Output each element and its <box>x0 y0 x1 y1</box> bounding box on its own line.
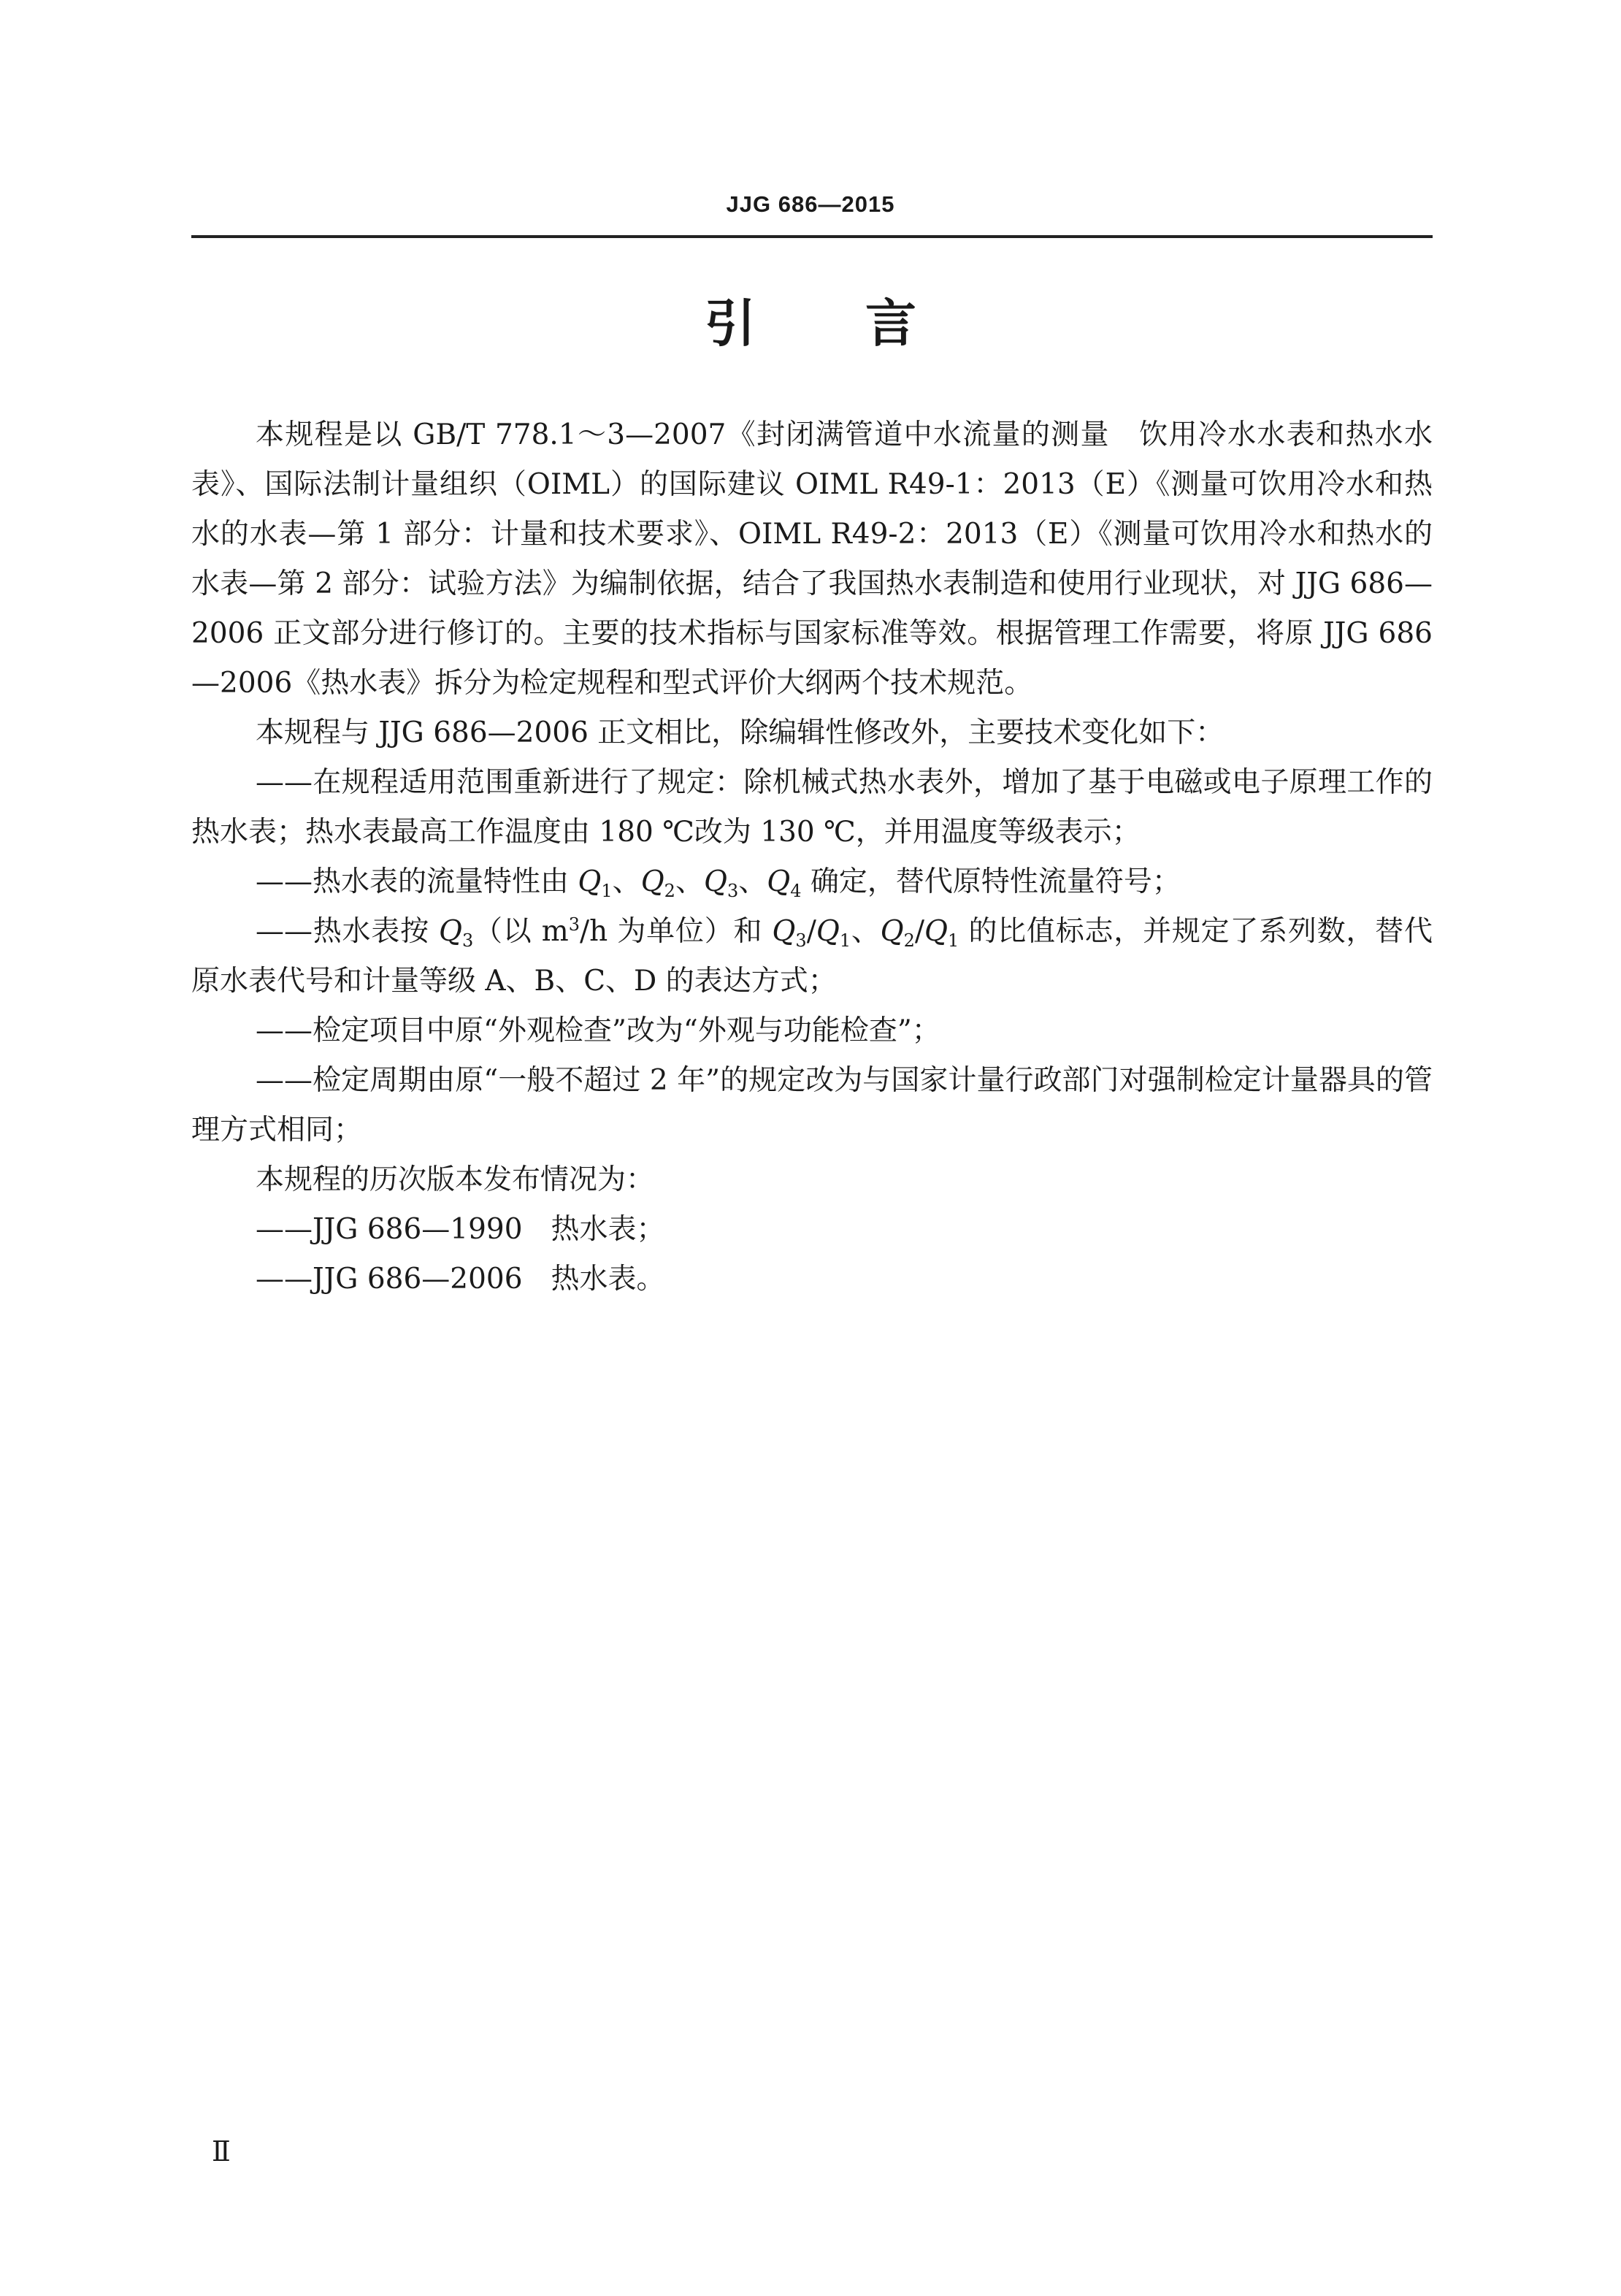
text-segment: / <box>806 915 816 948</box>
text-segment: 、 <box>612 865 641 898</box>
paragraph-change-marking <box>191 907 1433 1006</box>
header-divider <box>191 235 1433 238</box>
text-segment: 、 <box>675 865 704 898</box>
subscript: 3 <box>727 881 739 901</box>
paragraph-basis: 本规程是以 GB/T 778.1～3—2007《封闭满管道中水流量的测量 饮用冷水水表和热水水表》、国际法制计量组织（OIML）的国际建议 OIML R49-1：2013（E）《测量可饮用冷水和热水的水表—第 1 部分：计量和技术要求》、OIML R49-2：2013（E）《测量可饮用冷水和热水的水表—第 2 部分：试验方法》为编制依据，结合了我国热水表制造和使用行业现状，对 JJG 686—2006 正文部分进行修订的。主要的技术指标与国家标准等效。根据管理工作需要，将原 JJG 686—2006《热水表》拆分为检定规程和型式评价大纲两个技术规范。 <box>191 418 1433 700</box>
subscript: 2 <box>664 881 675 901</box>
text-segment: /h 为单位）和 <box>580 915 773 948</box>
title-char-2: 言 <box>865 294 916 353</box>
history-item-2006: ——JJG 686—2006 热水表。 <box>256 1263 665 1296</box>
symbol-q: Q <box>640 865 664 898</box>
subscript: 3 <box>461 930 474 951</box>
paragraph-change-inspection: ——检定项目中原“外观检查”改为“外观与功能检查”； <box>256 1014 940 1047</box>
paragraph-change-period: ——检定周期由原“一般不超过 2 年”的规定改为与国家计量行政部门对强制检定计量器具的管理方式相同； <box>191 1064 1433 1147</box>
history-item-1990: ——JJG 686—1990 热水表； <box>256 1213 665 1246</box>
symbol-q: Q <box>772 915 796 948</box>
subscript: 3 <box>795 930 807 951</box>
subscript: 1 <box>948 930 959 951</box>
text-segment: / <box>914 915 925 948</box>
text-segment: 、 <box>738 865 767 898</box>
page-number: Ⅱ <box>212 2135 231 2167</box>
symbol-q: Q <box>880 915 904 948</box>
symbol-q: Q <box>578 865 602 898</box>
subscript: 1 <box>601 881 613 901</box>
paragraph-history-intro: 本规程的历次版本发布情况为： <box>256 1163 655 1196</box>
symbol-q: Q <box>767 865 791 898</box>
page-title <box>0 294 1621 353</box>
title-char-1: 引 <box>705 294 756 353</box>
paragraph-change-flow <box>191 857 1433 907</box>
text-segment: 确定，替代原特性流量符号； <box>801 865 1181 898</box>
symbol-q: Q <box>816 915 840 948</box>
text-segment: ——热水表的流量特性由 <box>256 865 578 898</box>
paragraph-changes-intro: 本规程与 JJG 686—2006 正文相比，除编辑性修改外，主要技术变化如下： <box>256 716 1225 749</box>
superscript: 3 <box>568 914 580 935</box>
text-segment: ——热水表按 <box>256 915 439 948</box>
subscript: 1 <box>839 930 851 951</box>
symbol-q: Q <box>924 915 949 948</box>
text-segment: （以 m <box>473 915 569 948</box>
standard-code-header: JJG 686—2015 <box>726 191 895 217</box>
paragraph-change-scope: ——在规程适用范围重新进行了规定：除机械式热水表外，增加了基于电磁或电子原理工作的热水表；热水表最高工作温度由 180 ℃改为 130 ℃，并用温度等级表示； <box>191 766 1433 849</box>
introduction-body <box>191 410 1433 1304</box>
symbol-q: Q <box>703 865 727 898</box>
subscript: 4 <box>790 881 802 901</box>
text-segment: 的比值标志，并规定了系列数，替代原水表代号和计量等级 A、B、C、D 的表达方式； <box>191 915 1433 998</box>
symbol-q: Q <box>439 915 462 948</box>
text-segment: 、 <box>851 915 881 948</box>
subscript: 2 <box>903 930 915 951</box>
